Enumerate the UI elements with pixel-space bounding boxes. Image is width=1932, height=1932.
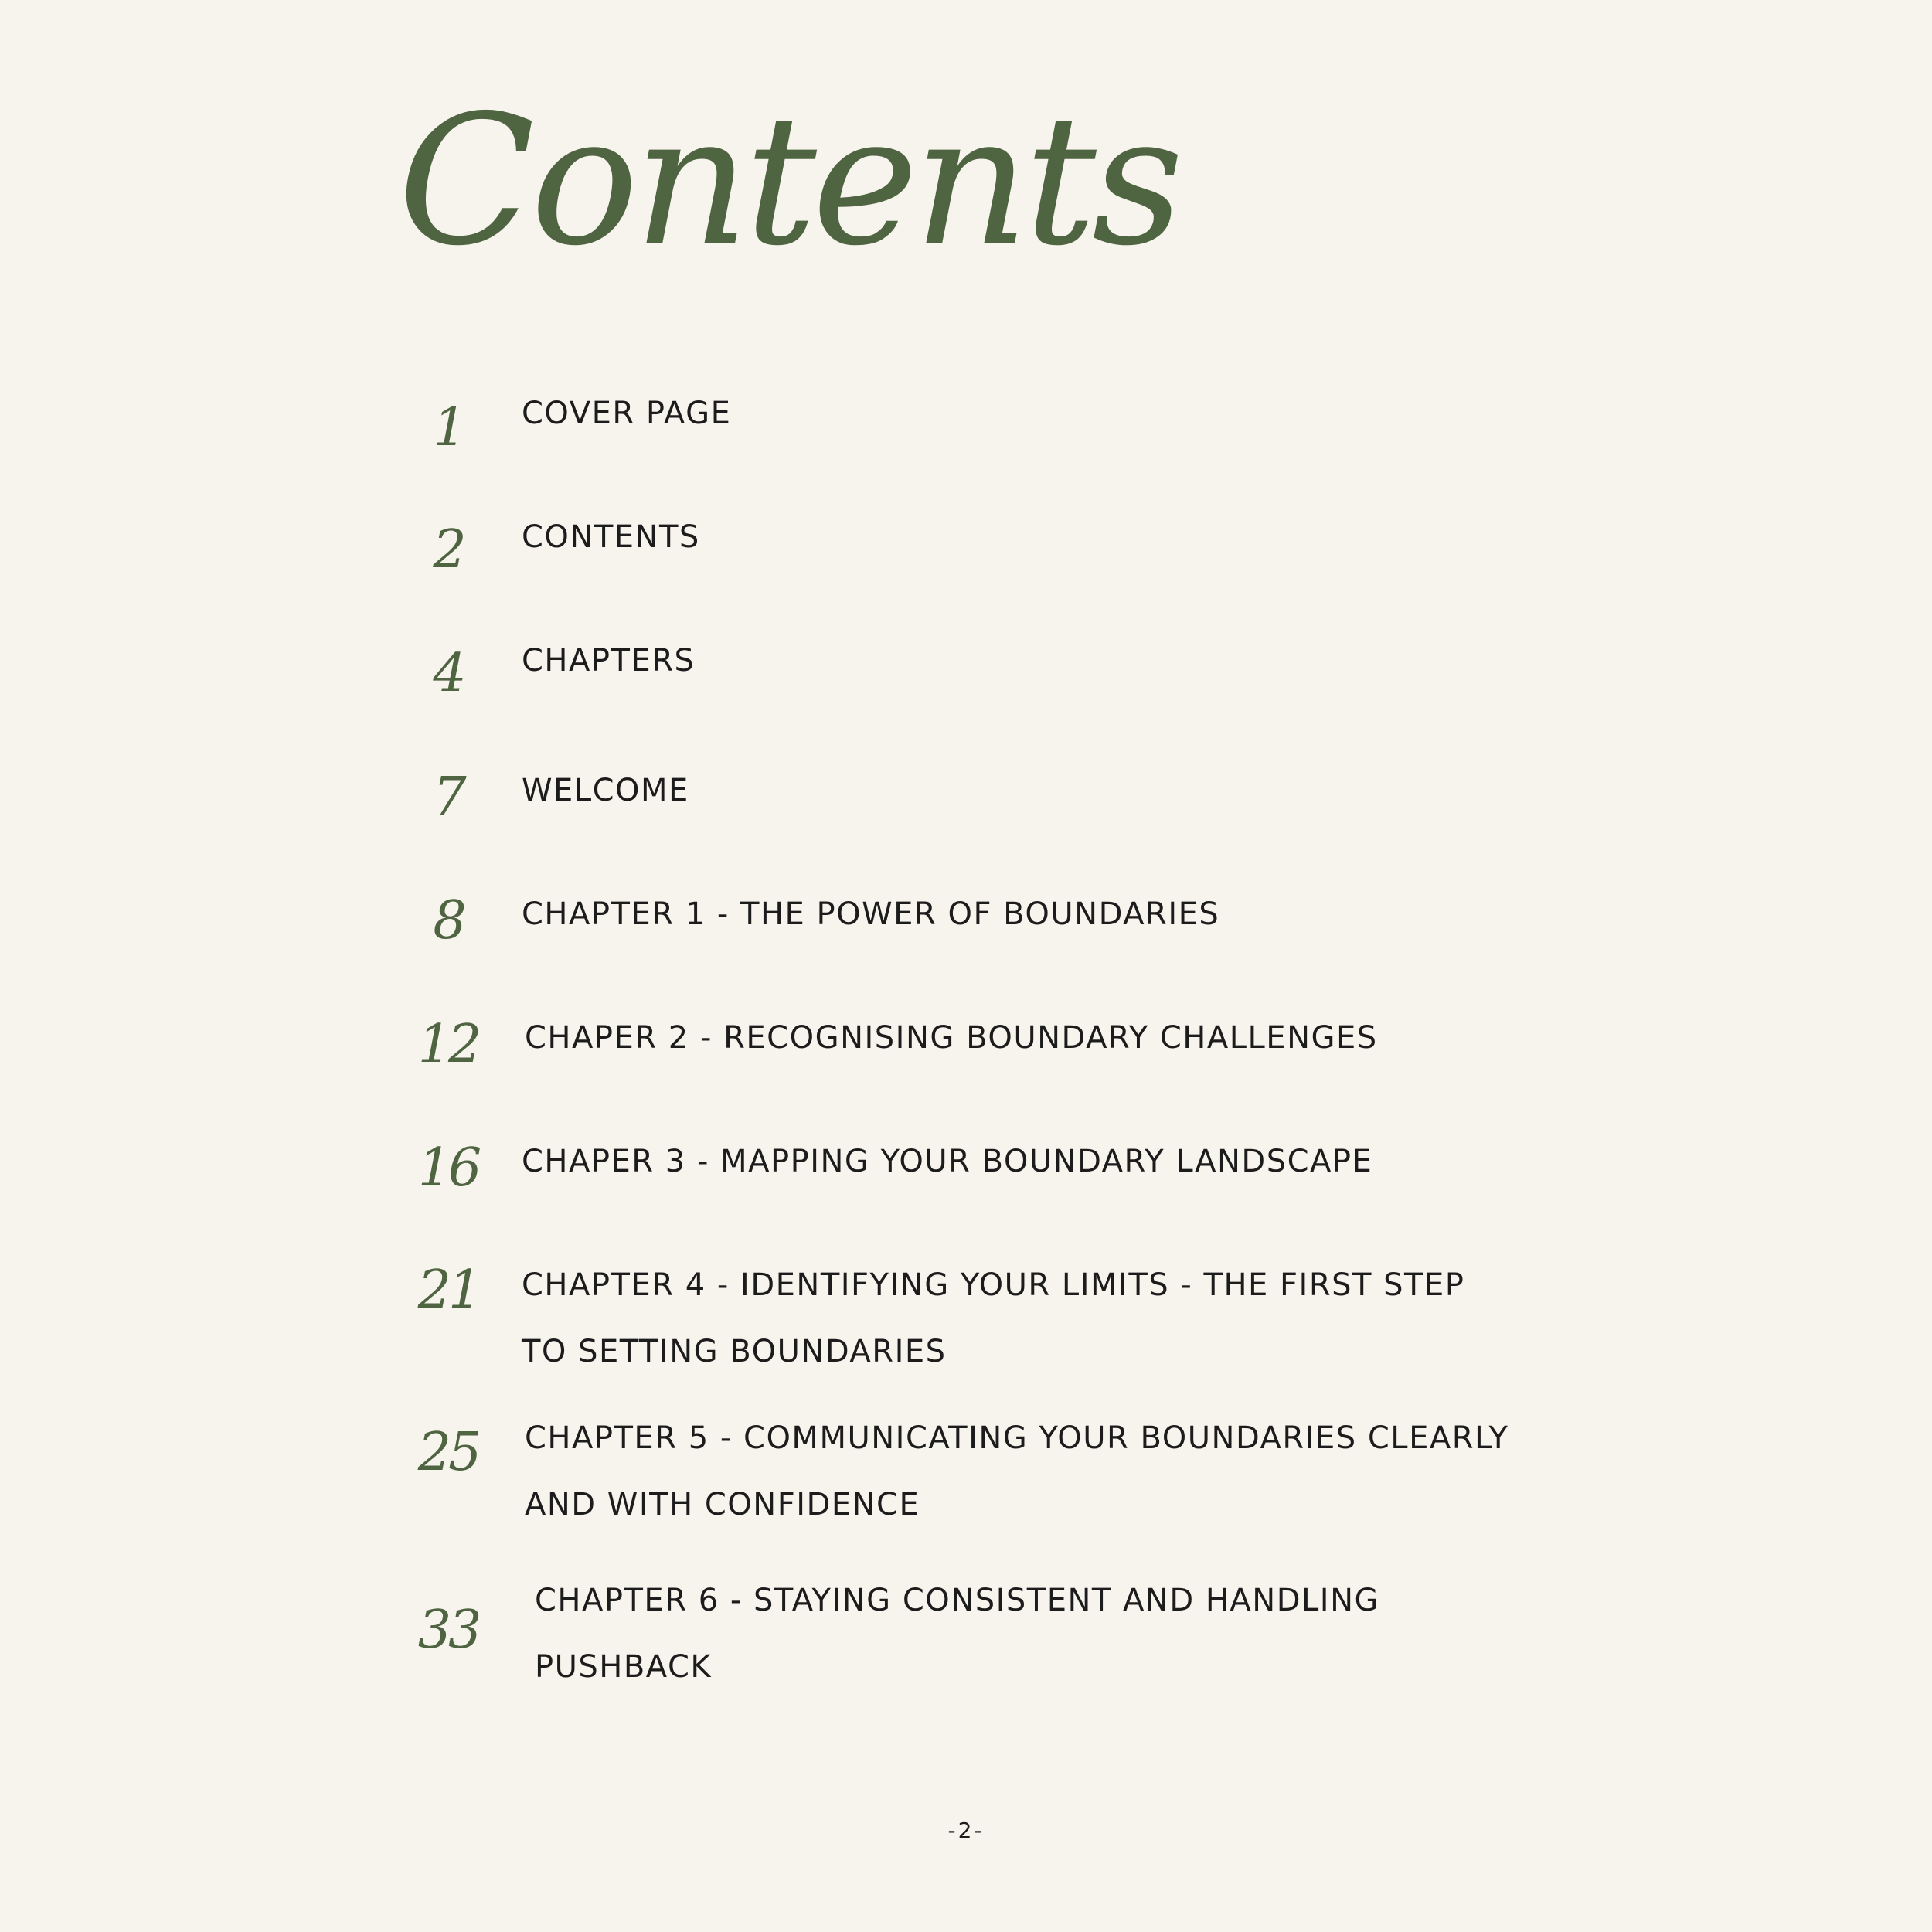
toc-entry-label: CHAPTER 1 - THE POWER OF BOUNDARIES <box>522 896 1220 932</box>
toc-page-number: 21 <box>417 1260 479 1321</box>
page-title: Contents <box>398 77 1179 285</box>
toc-page-number: 25 <box>417 1422 479 1483</box>
page-number: -2- <box>947 1818 985 1843</box>
toc-page-number: 7 <box>433 767 464 828</box>
toc-entry-label: WELCOME <box>522 773 689 808</box>
toc-entry-label: CHAPTERS <box>522 643 696 679</box>
toc-page-number: 8 <box>433 890 464 951</box>
toc-entry-label: CONTENTS <box>522 519 700 555</box>
toc-page-number: 33 <box>417 1600 479 1661</box>
toc-entry-label: COVER PAGE <box>522 396 732 431</box>
toc-entry-label: CHAPTER 6 - STAYING CONSISTENT AND HANDLING PUSHBACK <box>535 1583 1380 1685</box>
toc-page-number: 2 <box>433 519 464 580</box>
toc-entry-label: CHAPER 2 - RECOGNISING BOUNDARY CHALLENGES <box>525 1020 1378 1056</box>
toc-entry-label: CHAPTER 4 - IDENTIFYING YOUR LIMITS - THE FIRST STEP TO SETTING BOUNDARIES <box>522 1267 1465 1369</box>
toc-entry-label: CHAPER 3 - MAPPING YOUR BOUNDARY LANDSCAPE <box>522 1144 1373 1179</box>
toc-page-number: 16 <box>417 1138 479 1199</box>
toc-entry-label: CHAPTER 5 - COMMUNICATING YOUR BOUNDARIES CLEARLY AND WITH CONFIDENCE <box>525 1420 1509 1522</box>
toc-page-number: 12 <box>417 1014 479 1075</box>
toc-page-number: 4 <box>433 643 464 704</box>
toc-page-number: 1 <box>433 397 464 458</box>
